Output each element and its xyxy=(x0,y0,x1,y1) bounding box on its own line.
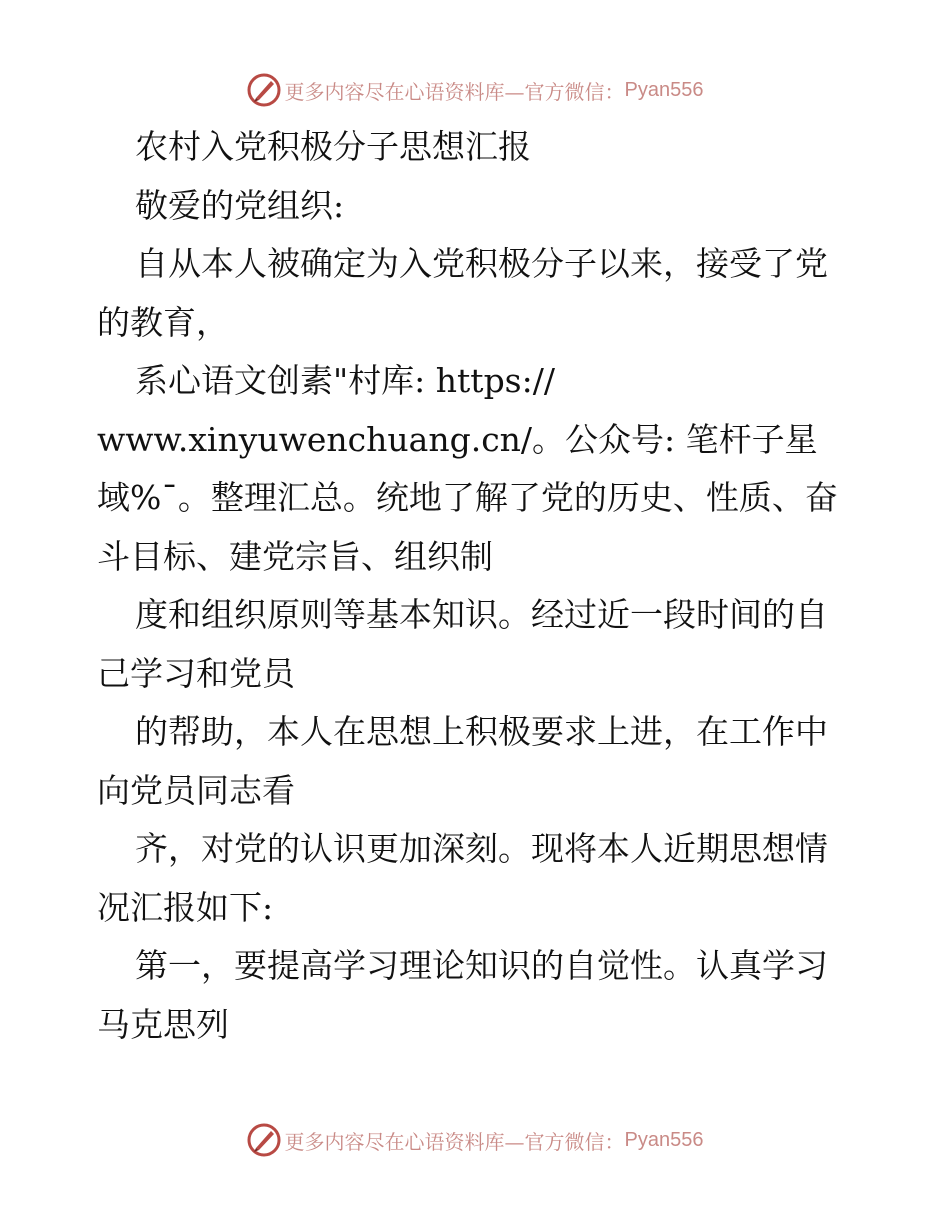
pen-quill-logo-icon xyxy=(247,73,281,107)
watermark-text: 更多内容尽在心语资料库—官方微信： xyxy=(284,1129,625,1154)
footer-watermark xyxy=(0,1120,950,1160)
watermark-wechat-id: Pyan556 xyxy=(624,1128,704,1151)
paragraph-line: 况汇报如下: xyxy=(97,887,274,927)
paragraph-line: 齐，对党的认识更加深刻。现将本人近期思想情 xyxy=(135,829,828,868)
paragraph-line: 马克思列 xyxy=(97,1004,229,1044)
document-title: 农村入党积极分子思想汇报 xyxy=(135,127,531,166)
paragraph-line: 度和组织原则等基本知识。经过近一段时间的自 xyxy=(135,595,828,634)
paragraph-line: 的教育， xyxy=(97,302,229,342)
paragraph-line: 域%¯。整理汇总。统地了解了党的历史、性质、奋 xyxy=(97,478,838,517)
paragraph-line: 己学习和党员 xyxy=(97,653,295,693)
paragraph-line: 第一，要提高学习理论知识的自觉性。认真学习 xyxy=(135,946,828,985)
document-body xyxy=(97,118,857,1054)
watermark-text: 更多内容尽在心语资料库—官方微信： xyxy=(284,79,625,104)
paragraph-line: 自从本人被确定为入党积极分子以来，接受了党 xyxy=(135,244,828,283)
paragraph-line: 向党员同志看 xyxy=(97,770,295,810)
pen-quill-logo-icon xyxy=(247,1123,281,1157)
header-watermark xyxy=(0,70,950,110)
paragraph-line: 的帮助，本人在思想上积极要求上进，在工作中 xyxy=(135,712,828,751)
paragraph-line: 斗目标、建党宗旨、组织制 xyxy=(97,536,493,576)
paragraph-line: www.xinyuwenchuang.cn/。公众号: 笔杆子星 xyxy=(97,419,818,459)
salutation: 敬爱的党组织: xyxy=(135,185,345,225)
watermark-wechat-id: Pyan556 xyxy=(624,78,704,101)
paragraph-line: 系心语文创素"村库: https:// xyxy=(135,361,555,400)
